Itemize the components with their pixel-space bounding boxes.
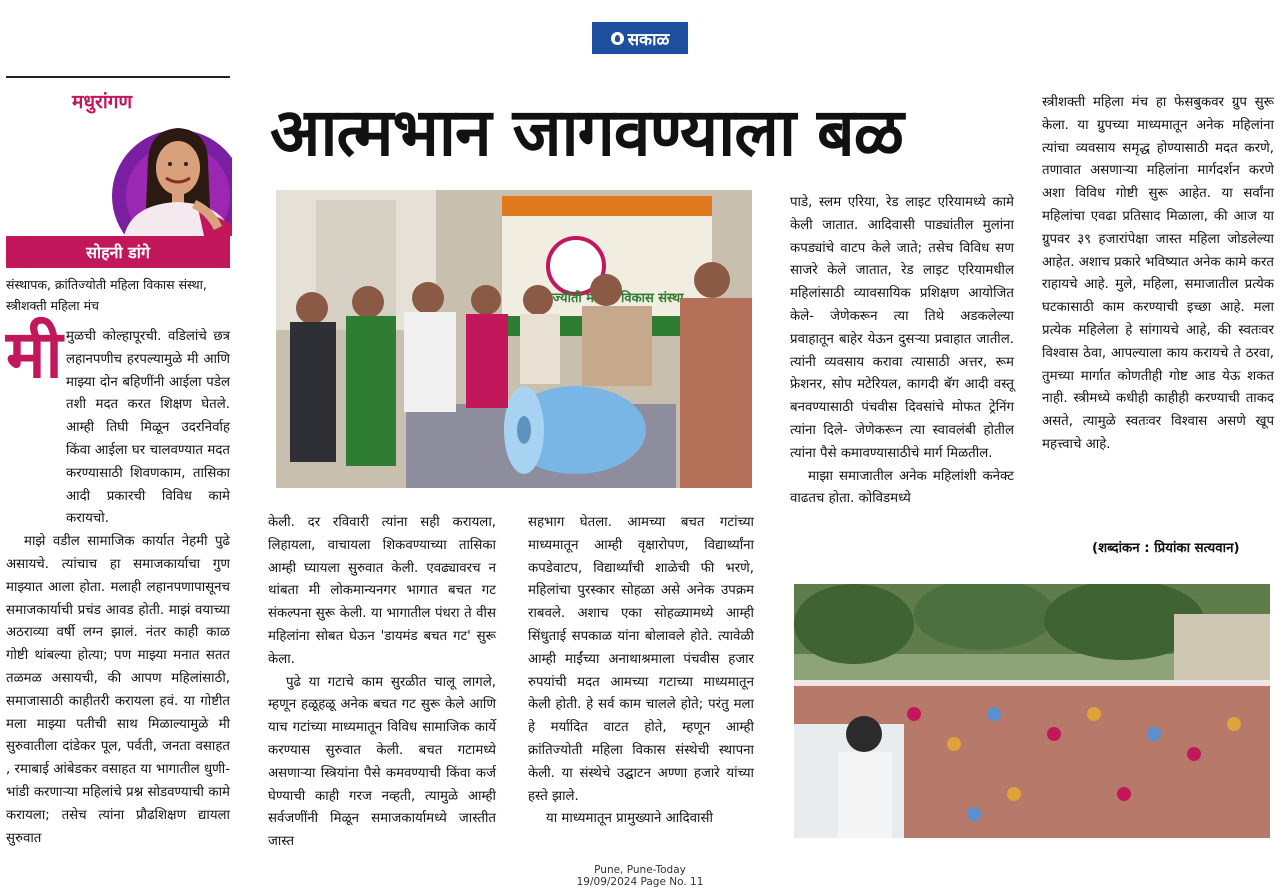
event-crowd-photo bbox=[794, 584, 1270, 838]
paragraph: केली. दर रविवारी त्यांना सही करायला, लिहायला, वाचायला शिकवण्याच्या तासिका आम्ही घ्यायला सुरुवात केली. एवढ्यावरच न थांबता मी लोकमान्यनगर भागात बचत गट संकल्पना सुरू केली. या भागातील पंधरा ते वीस महिलांना सोबत घेऊन 'डायमंड बचत गट' सुरू केला. bbox=[268, 515, 496, 667]
footer-edition: Pune, Pune-Today bbox=[594, 864, 686, 876]
paragraph: स्त्रीशक्ती महिला मंच हा फेसबुकवर ग्रुप सुरू केला. या ग्रुपच्या माध्यमातून अनेक महिलांना त्यांचा व्यवसाय समृद्ध होण्यासाठी मदत करणे, तणावात असणाऱ्या महिलांना मार्गदर्शन करणे अशा विविध गोष्टी सुरू आहेत. या सर्वांना महिलांचा एवढा प्रतिसाद मिळाला, की आज या ग्रुपवर ३९ हजारांपेक्षा जास्त महिला जोडलेल्या आहेत. अशाच प्रकारे भविष्यात अनेक कामे करत राहायचे आहे. मुले, महिला, समाजातील प्रत्येक घटकासाठी काम करण्याची इच्छा आहे. मला प्रत्येक महिलेला हे सांगायचे आहे, की स्वतःवर विश्वास ठेवा, आपल्याला काय करायचे ते ठरवा, तुमच्या मार्गात कोणतीही गोष्ट आड येऊ शकत नाही. स्त्रीमध्ये कधीही काहीही करण्याची ताकद असते, त्यामुळे स्वतःवर विश्वास असणे खूप महत्त्वाचे आहे. bbox=[1042, 95, 1274, 452]
paragraph: माझा समाजातील अनेक महिलांशी कनेक्ट वाढतच होता. कोविडमध्ये bbox=[790, 468, 1014, 507]
author-portrait bbox=[86, 116, 232, 236]
article-column-1 bbox=[6, 326, 230, 850]
workshop-photo bbox=[276, 190, 752, 488]
byline-credit: (शब्दांकन : प्रियांका सत्यवान) bbox=[1092, 541, 1240, 556]
author-name-bar bbox=[6, 236, 230, 268]
paragraph: पुढे या गटाचे काम सुरळीत चालू लागले, म्हणून हळूहळू अनेक बचत गट सुरू केले आणि याच गटांच्या माध्यमातून विविध सामाजिक कार्ये करण्यास सुरुवात केली. बचत गटामध्ये असणाऱ्या स्त्रियांना पैसे कमवण्याची किंवा कर्ज घेण्याची काही गरज नव्हती, त्यामुळे आम्ही सर्वजणींनी मिळून समाजकार्यामध्ये जास्तीत जास्त bbox=[268, 674, 496, 850]
article-column-3 bbox=[528, 512, 754, 831]
column-name: मधुरांगण bbox=[72, 91, 133, 113]
newspaper-logo bbox=[592, 22, 688, 54]
banner-text: क्रांतिज्योती विकास संस्था bbox=[528, 291, 684, 306]
page-footer bbox=[560, 864, 720, 888]
article-column-4 bbox=[790, 192, 1014, 511]
logo-emblem-icon bbox=[611, 32, 624, 45]
logo-text: सकाळ bbox=[627, 29, 670, 50]
article-column-2 bbox=[268, 512, 496, 854]
headline: आत्मभान जागवण्याला बळ bbox=[270, 94, 903, 171]
paragraph: मुळची कोल्हापूरची. वडिलांचे छत्र लहानपणीच हरपल्यामुळे मी आणि माझ्या दोन बहिणींनी आईला पडेल तशी मदत करत शिक्षण घेतले. आम्ही तिघी मिळून उदरनिर्वाह किंवा आईला घर चालवण्यात मदत करण्यासाठी शिवणकाम, तासिका आदी प्रकारची विविध कामे करायचो. bbox=[66, 329, 230, 527]
footer-date-page: 19/09/2024 Page No. 11 bbox=[576, 876, 704, 888]
author-name: सोहनी डांगे bbox=[86, 243, 150, 262]
drop-cap: मी bbox=[6, 316, 63, 393]
paragraph: या माध्यमातून प्रामुख्याने आदिवासी bbox=[546, 811, 713, 827]
paragraph: सहभाग घेतला. आमच्या बचत गटांच्या माध्यमातून आम्ही वृक्षारोपण, विद्यार्थ्यांना कपडेवाटप, विद्यार्थ्यांची शाळेची फी भरणे, महिलांचा पुरस्कार सोहळा असे अनेक उपक्रम राबवले. अशाच एका सोहळ्यामध्ये आम्ही सिंधुताई सपकाळ यांना बोलावले होते. त्यावेळी आम्ही माईंच्या अनाथाश्रमाला पंचवीस हजार रुपयांची मदत आमच्या गटाच्या माध्यमातून केली होती. हे सर्व काम चालले होते; परंतु मला हे मर्यादित वाटत होते, म्हणून आम्ही क्रांतिज्योती महिला विकास संस्थेची स्थापना केली. या संस्थेचे उद्घाटन अण्णा हजारे यांच्या हस्ते झाले. bbox=[528, 515, 754, 804]
article-column-5 bbox=[1042, 92, 1274, 457]
author-designation: संस्थापक, क्रांतिज्योती महिला विकास संस्था, स्त्रीशक्ती महिला मंच bbox=[6, 277, 207, 313]
column-divider bbox=[6, 76, 230, 78]
paragraph: माझे वडील सामाजिक कार्यात नेहमी पुढे असायचे. त्यांचाच हा समाजकार्याचा गुण माझ्यात आला होता. मलाही लहानपणापासूनच समाजकार्याची प्रचंड आवड होती. माझं वयाच्या अठराव्या वर्षी लग्न झालं. नंतर काही काळ गोष्टी थांबल्या होत्या; पण माझ्या मनात सतत तळमळ असायची, की आपण महिलांसाठी, समाजासाठी काहीतरी करायला हवं. या गोष्टीत मला माझ्या पतीची साथ मिळाल्यामुळे मी सुरुवातीला दांडेकर पूल, पर्वती, जनता वसाहत , रमाबाई आंबेडकर वसाहत या भागातील धुणी-भांडी करणाऱ्या महिलांचे प्रश्न सोडवण्याची कामे करायला; तसेच त्यांना प्रौढशिक्षण द्यायला सुरुवात bbox=[6, 534, 230, 846]
paragraph: पाडे, स्लम एरिया, रेड लाइट एरियामध्ये कामे केली जातात. आदिवासी पाड्यांतील मुलांना कपड्यांचे वाटप केले जाते; तसेच विविध सण साजरे केले जातात, रेड लाइट एरियामधील महिलांसाठी व्यावसायिक प्रशिक्षण आयोजित केले- जेणेकरून त्या तिथे अडकलेल्या प्रवाहातून बाहेर येऊन दुसऱ्या प्रवाहात जातील. त्यांनी व्यवसाय करावा त्यासाठी अत्तर, रूम फ्रेशनर, सोप मटेरियल, कागदी बॅग आदी वस्तू बनवण्यासाठी पंचवीस दिवसांचे मोफत ट्रेनिंग त्यांना दिले- जेणेकरून त्या स्वावलंबी होतील त्यांना पैसे कमावण्यासाठीचे मार्ग मिळतील. bbox=[790, 195, 1014, 461]
